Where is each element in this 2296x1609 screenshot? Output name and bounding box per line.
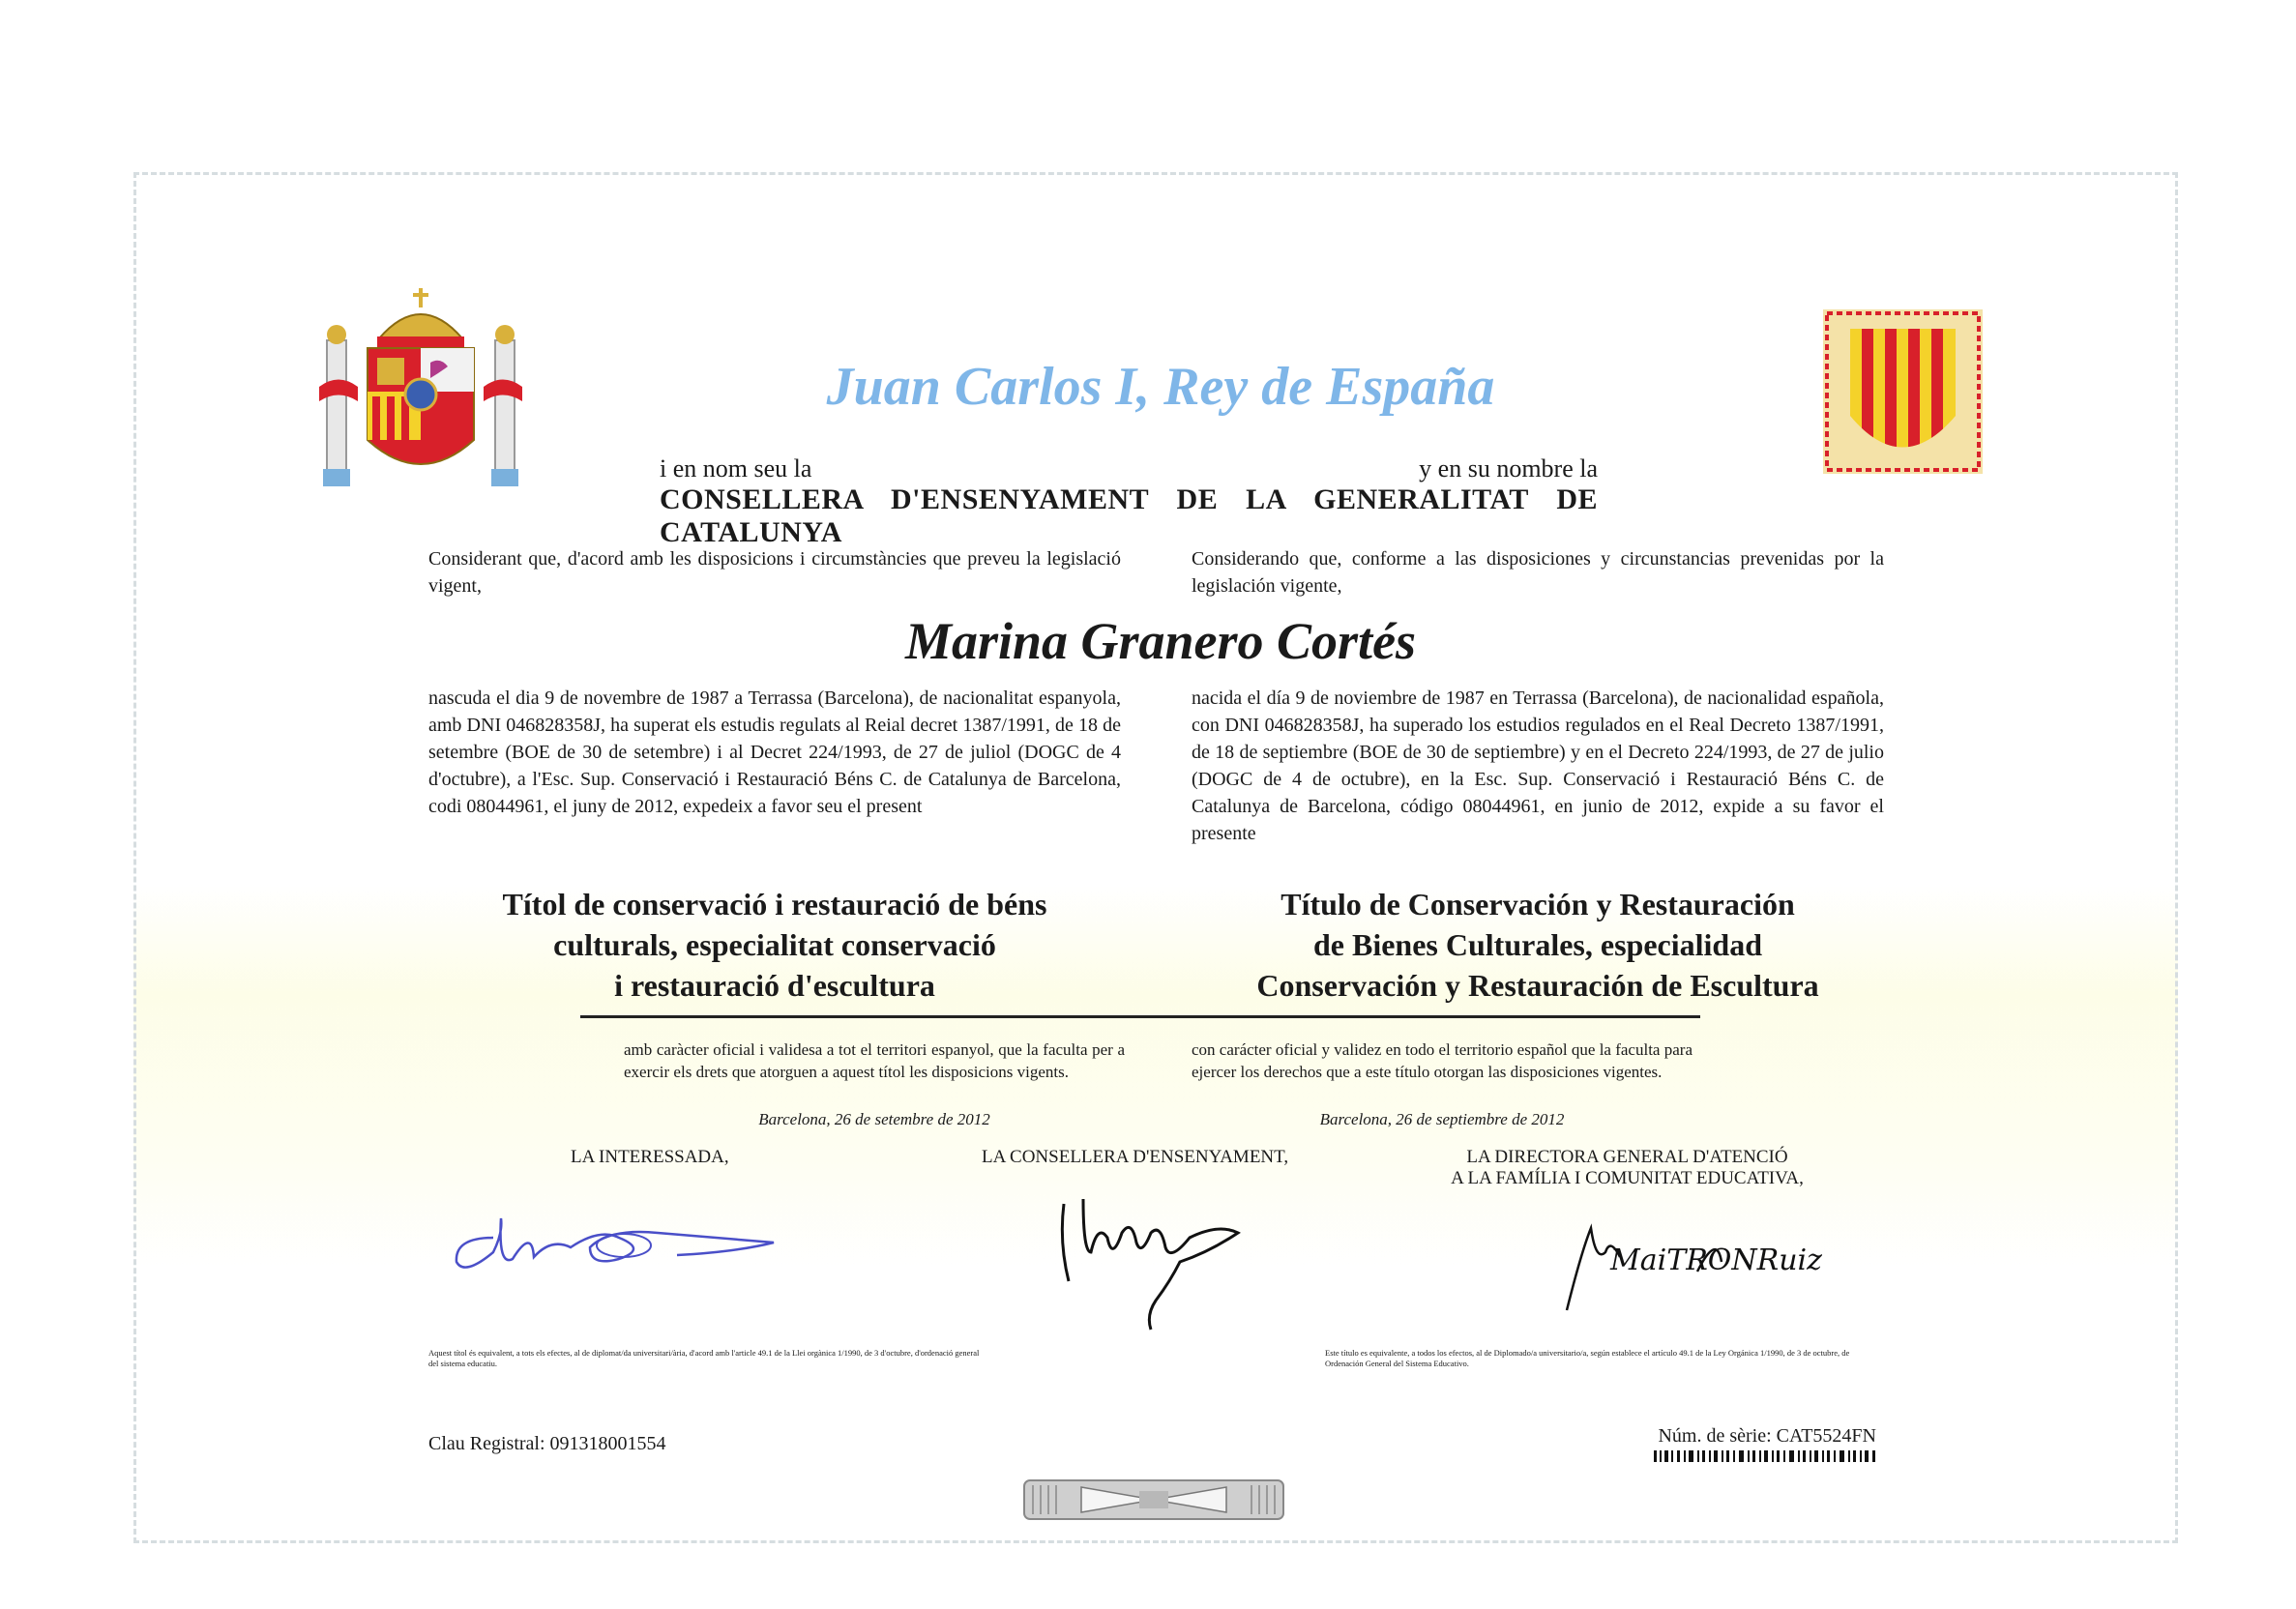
- registry-key: Clau Registral: 091318001554: [428, 1433, 666, 1454]
- degree-title-spanish-line: de Bienes Culturales, especialidad: [1312, 927, 1762, 962]
- validity-spanish: con carácter oficial y validez en todo el territorio español que la faculta para ejercer los derechos que a este título otorgan las disposiciones vigentes.: [1192, 1040, 1693, 1081]
- equivalence-note-catalan: Aquest títol és equivalent, a tots els efectes, al de diplomat/da universitari/ària, d'acord amb l'article 49.1 de la Llei orgànica 1/1990, de 3 d'octubre, d'ordenació general del sistema educatiu.: [428, 1348, 980, 1368]
- signatory-directora: [1393, 1147, 1862, 1189]
- signatory-directora-line: LA DIRECTORA GENERAL D'ATENCIÓ: [1466, 1147, 1788, 1167]
- issuer-title: Juan Carlos I, Rey de España: [826, 357, 1495, 417]
- signature-directora-icon: [1552, 1214, 1822, 1320]
- subheader-catalan: i en nom seu la: [660, 454, 812, 483]
- considering-catalan: Considerant que, d'acord amb les disposicions i circumstàncies que preveu la legislació vigent,: [428, 548, 1121, 597]
- divider-rule: [580, 1015, 1700, 1018]
- degree-title-spanish-line: Título de Conservación y Restauración: [1280, 887, 1795, 922]
- body-catalan: nascuda el dia 9 de novembre de 1987 a Terrassa (Barcelona), de nacionalitat espanyola, amb DNI 046828358J, ha superat els estudis regulats al Reial decret 1387/1991, de 18 de setembre (BOE de 30 de setembre) i al Decret 224/1993, de 27 de juliol (DOGC de 4 d'octubre), a l'Esc. Sup. Conservació i Restauració Béns C. de Catalunya de Barcelona, codi 08044961, el juny de 2012, expedeix a favor seu el present: [428, 687, 1121, 817]
- degree-title-catalan-line: culturals, especialitat conservació: [553, 927, 996, 962]
- security-hologram-icon: [1023, 1479, 1284, 1520]
- place-date-catalan: Barcelona, 26 de setembre de 2012: [758, 1110, 990, 1128]
- validity-catalan: amb caràcter oficial i validesa a tot el territori espanyol, que la faculta per a exercir els drets que atorguen a aquest títol les disposicions vigents.: [624, 1040, 1125, 1081]
- subheader-spanish: y en su nombre la: [1419, 454, 1598, 483]
- equivalence-note-spanish: Este título es equivalente, a todos los efectos, al de Diplomado/a universitario/a, según establece el artículo 49.1 de la Ley Orgánica 1/1990, de 3 de octubre, de Ordenación General del Sistema Educativo.: [1325, 1348, 1850, 1368]
- serial-number: Núm. de sèrie: CAT5524FN: [1658, 1425, 1876, 1447]
- signatory-interessada: LA INTERESSADA,: [571, 1147, 729, 1167]
- degree-title-spanish: [1192, 884, 1884, 1006]
- issuing-authority: CONSELLERA D'ENSENYAMENT DE LA GENERALITAT DE CATALUNYA: [660, 483, 1598, 548]
- signatory-directora-line: A LA FAMÍLIA I COMUNITAT EDUCATIVA,: [1451, 1168, 1804, 1188]
- degree-title-spanish-line: Conservación y Restauración de Escultura: [1256, 968, 1819, 1003]
- spain-coat-of-arms-icon: [319, 280, 522, 493]
- signature-interessada-icon: [445, 1199, 793, 1286]
- degree-title-catalan-line: i restauració d'escultura: [614, 968, 935, 1003]
- signature-consellera-icon: [1054, 1194, 1267, 1339]
- degree-title-catalan-line: Títol de conservació i restauració de béns: [502, 887, 1047, 922]
- signatory-consellera: LA CONSELLERA D'ENSENYAMENT,: [982, 1147, 1289, 1167]
- place-date-spanish: Barcelona, 26 de septiembre de 2012: [1319, 1110, 1565, 1128]
- generalitat-catalunya-emblem-icon: [1823, 309, 1983, 474]
- holder-name: Marina Granero Cortés: [904, 612, 1417, 670]
- body-spanish: nacida el día 9 de noviembre de 1987 en Terrassa (Barcelona), de nacionalidad española, con DNI 046828358J, ha superado los estudios regulados en el Real Decreto 1387/1991, de 18 de septiembre (BOE de 30 de septiembre) y en el Decreto 224/1993, de 27 de julio (DOGC de 4 de octubre), en la Esc. Sup. Conservació i Restauració Béns C. de Catalunya de Barcelona, código 08044961, en junio de 2012, expide a su favor el presente: [1192, 687, 1884, 844]
- degree-title-catalan: [428, 884, 1121, 1006]
- barcode-icon: [1654, 1450, 1876, 1462]
- considering-spanish: Considerando que, conforme a las disposiciones y circunstancias prevenidas por la legislación vigente,: [1192, 548, 1884, 597]
- signature-directora-text: MaiTRONRuiz: [1610, 1243, 1822, 1277]
